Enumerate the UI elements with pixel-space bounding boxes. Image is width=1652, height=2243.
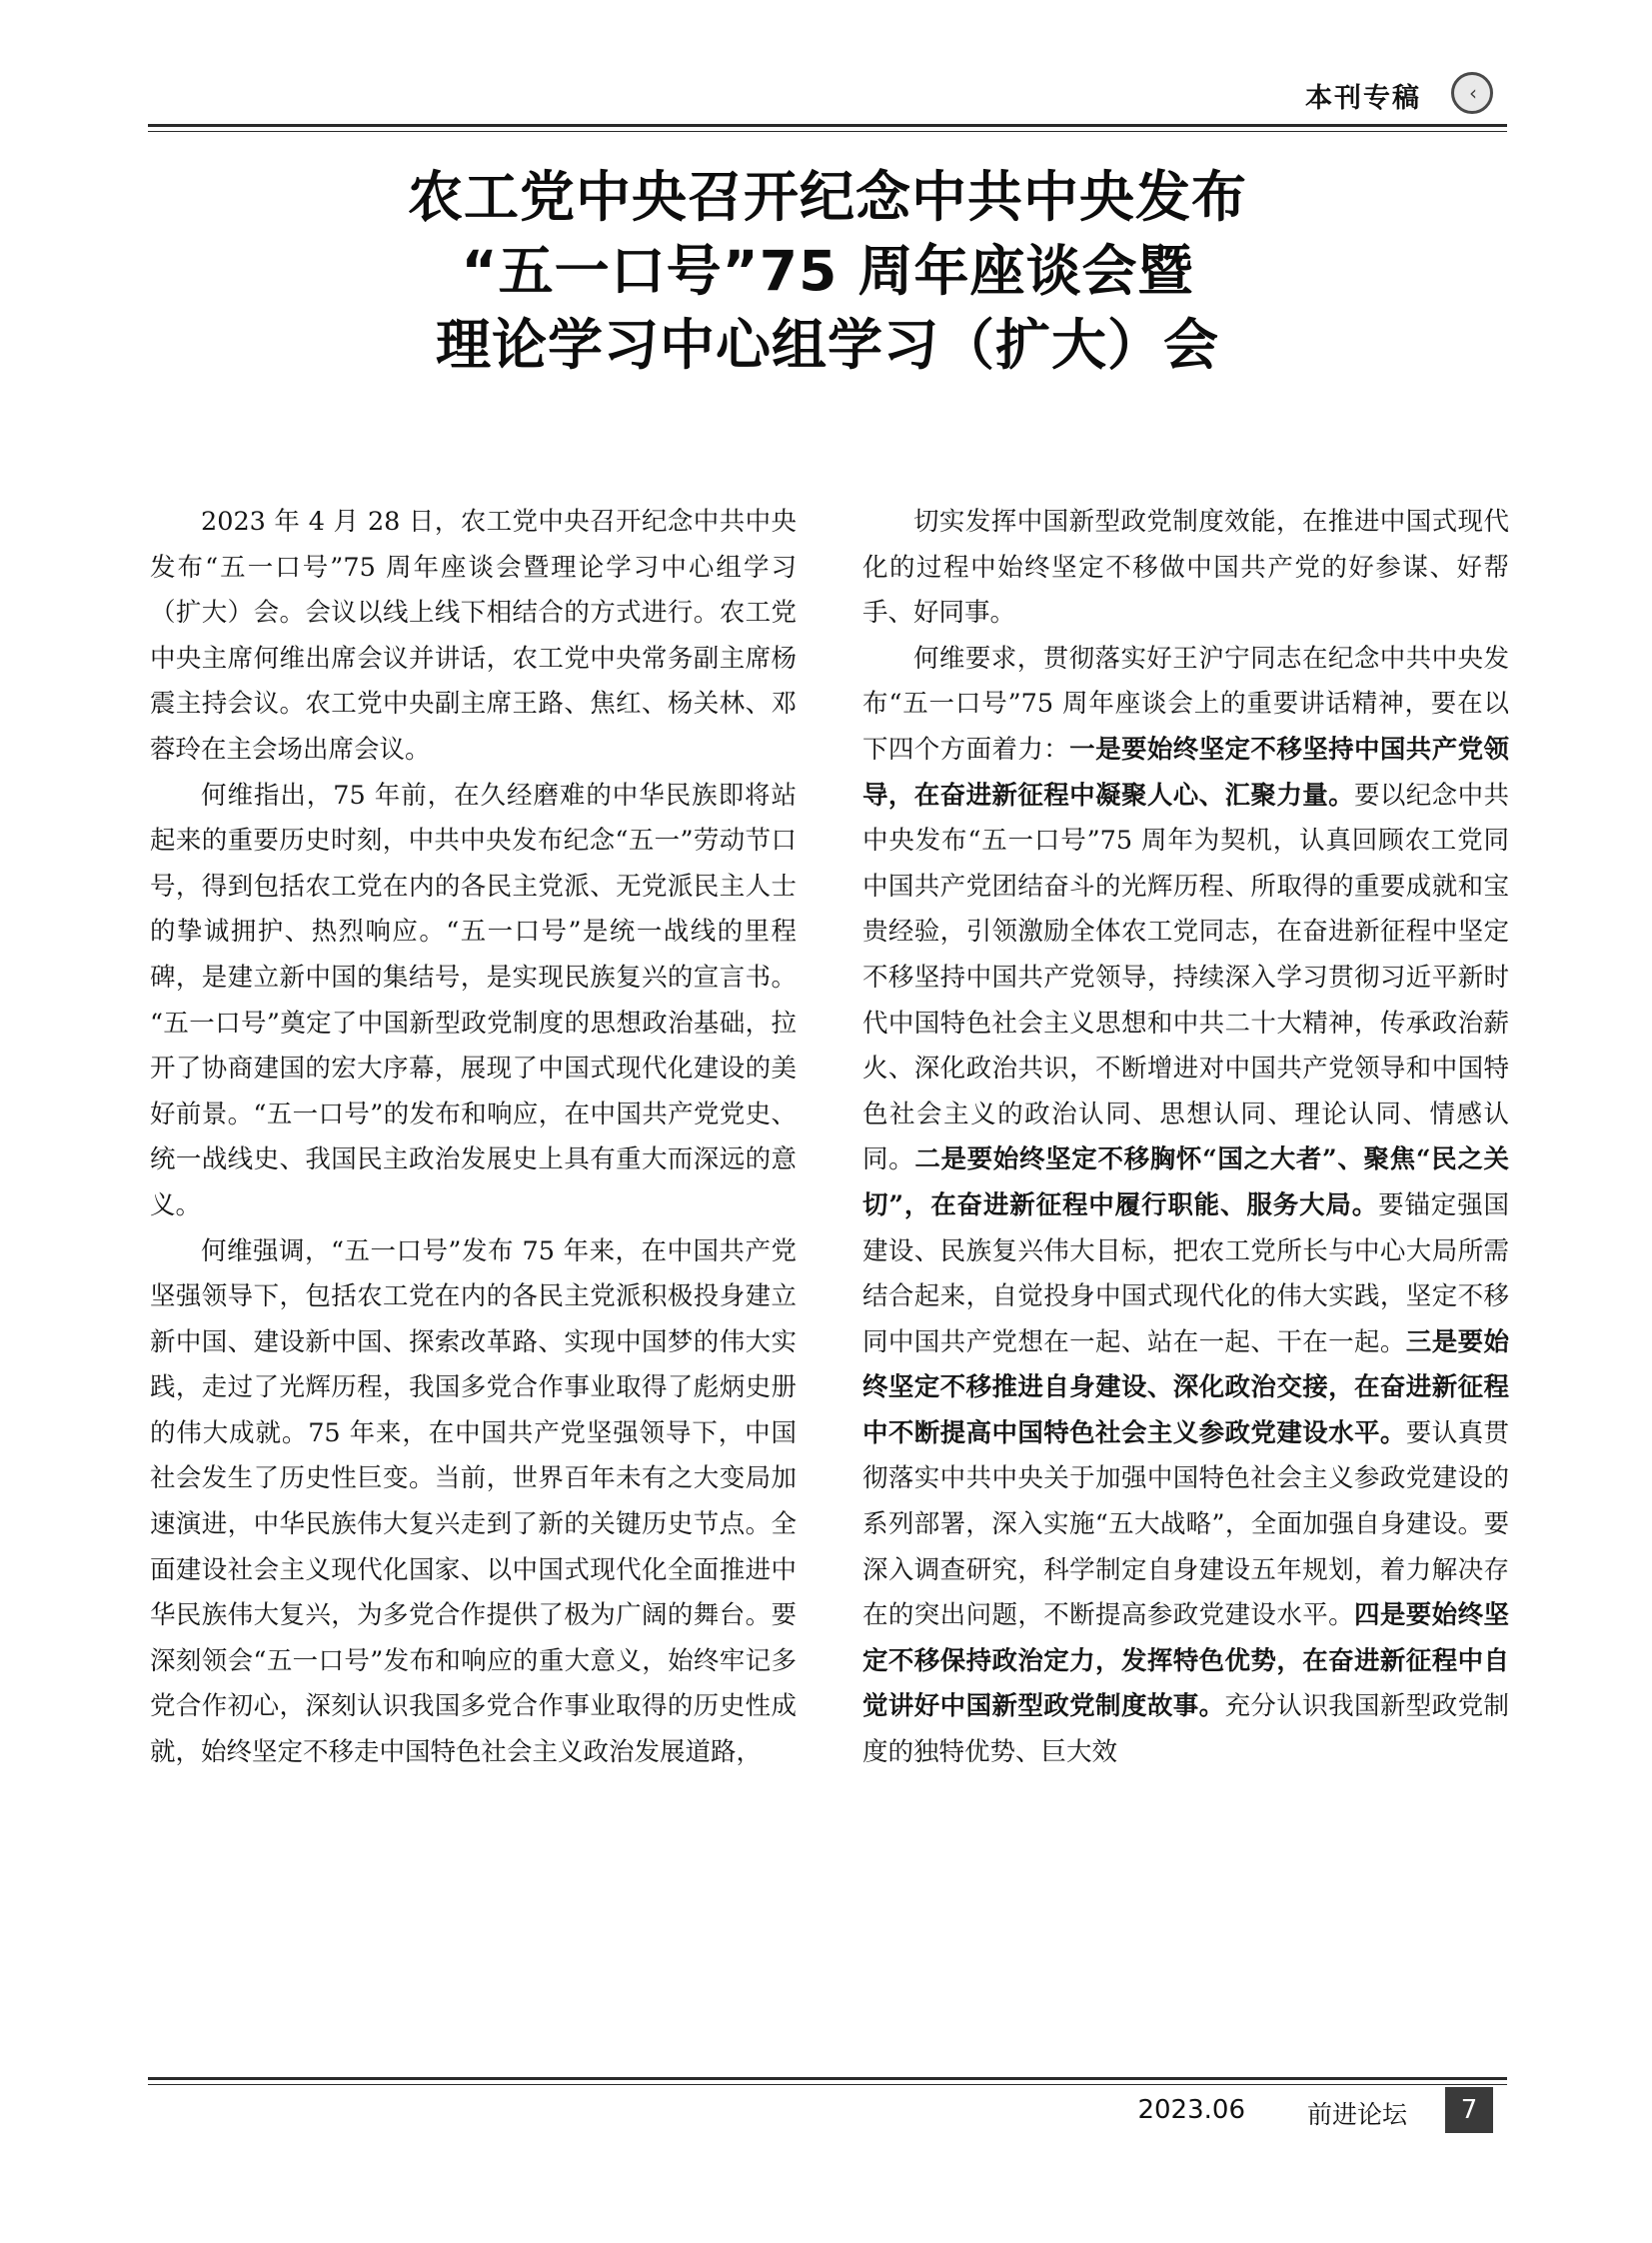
paragraph (862, 500, 1509, 637)
emphasis-run: 二是要始终坚定不移胸怀“国之大者”、聚焦“民之关切”，在奋进新征程中履行职能、服务大局。 (862, 1144, 1509, 1220)
paragraph: 何维指出，75 年前，在久经磨难的中华民族即将站起来的重要历史时刻，中共中央发布纪念“五一”劳动节口号，得到包括农工党在内的各民主党派、无党派民主人士的挚诚拥护、热烈响应。“五一口号”是统一战线的里程碑，是建立新中国的集结号，是实现民族复兴的宣言书。“五一口号”奠定了中国新型政党制度的思想政治基础，拉开了协商建国的宏大序幕，展现了中国式现代化建设的美好前景。“五一口号”的发布和响应，在中国共产党党史、统一战线史、我国民主政治发展史上具有重大而深远的意义。 (150, 780, 797, 1220)
page-footer (148, 2077, 1507, 2137)
footer-issue-date: 2023.06 (1137, 2095, 1245, 2125)
header-section-label: 本刊专稿 (1305, 83, 1421, 114)
text-run: 充分认识我国新型政党制度的独特优势、巨大效 (862, 1691, 1509, 1768)
article-column-right (862, 500, 1509, 2059)
article-body (150, 500, 1509, 2059)
header-rule-thin (148, 131, 1507, 132)
header-rule-thick (148, 124, 1507, 127)
emphasis-run: 三是要始终坚定不移推进自身建设、深化政治交接，在奋进新征程中不断提高中国特色社会主义参政党建设水平。 (862, 1326, 1509, 1448)
footer-rule-thin (148, 2084, 1507, 2085)
page-title (148, 160, 1507, 382)
article-column-left (150, 500, 797, 2059)
page-header (148, 76, 1507, 134)
text-run: 切实发挥中国新型政党制度效能，在推进中国式现代化的过程中始终坚定不移做中国共产党的好参谋、好帮手、好同事。 (862, 507, 1509, 629)
emphasis-run: 四是要始终坚定不移保持政治定力，发挥特色优势，在奋进新征程中自觉讲好中国新型政党制度故事。 (862, 1600, 1509, 1722)
text-run: 要锚定强国建设、民族复兴伟大目标，把农工党所长与中心大局所需结合起来，自觉投身中国式现代化的伟大实践，坚定不移同中国共产党想在一起、站在一起、干在一起。 (862, 1189, 1509, 1357)
footer-page-number: 7 (1445, 2087, 1493, 2133)
left-arrow-glyph: ‹ (1469, 81, 1477, 105)
text-run: 要以纪念中共中央发布“五一口号”75 周年为契机，认真回顾农工党同中国共产党团结奋斗的光辉历程、所取得的重要成就和宝贵经验，引领激励全体农工党同志，在奋进新征程中坚定不移坚持中国共产党领导，持续深入学习贯彻习近平新时代中国特色社会主义思想和中共二十大精神，传承政治薪火、深化政治共识，不断增进对中国共产党领导和中国特色社会主义的政治认同、思想认同、理论认同、情感认同。 (862, 780, 1509, 1175)
emphasis-run: 一是要始终坚定不移坚持中国共产党领导，在奋进新征程中凝聚人心、汇聚力量。 (862, 734, 1509, 811)
title-line-3: 理论学习中心组学习（扩大）会 (435, 313, 1219, 377)
paragraph (862, 637, 1509, 1776)
footer-journal-name: 前进论坛 (1306, 2100, 1407, 2129)
text-run: 何维要求，贯彻落实好王沪宁同志在纪念中共中央发布“五一口号”75 周年座谈会上的重要讲话精神，要在以下四个方面着力： (862, 643, 1509, 765)
paragraph: 2023 年 4 月 28 日，农工党中央召开纪念中共中央发布“五一口号”75 周年座谈会暨理论学习中心组学习（扩大）会。会议以线上线下相结合的方式进行。农工党中央主席何维出席会议并讲话，农工党中央常务副主席杨震主持会议。农工党中央副主席王路、焦红、杨关林、邓蓉玲在主会场出席会议。 (150, 507, 797, 765)
circle-left-arrow-icon[interactable] (1451, 72, 1493, 114)
text-run: 要认真贯彻落实中共中央关于加强中国特色社会主义参政党建设的系列部署，深入实施“五大战略”，全面加强自身建设。要深入调查研究，科学制定自身建设五年规划，着力解决存在的突出问题，不断提高参政党建设水平。 (862, 1417, 1509, 1631)
footer-rule-thick (148, 2077, 1507, 2080)
title-line-1: 农工党中央召开纪念中共中央发布 (407, 165, 1247, 229)
title-line-2: “五一口号”75 周年座谈会暨 (461, 239, 1194, 303)
paragraph: 何维强调，“五一口号”发布 75 年来，在中国共产党坚强领导下，包括农工党在内的各民主党派积极投身建立新中国、建设新中国、探索改革路、实现中国梦的伟大实践，走过了光辉历程，我国多党合作事业取得了彪炳史册的伟大成就。75 年来，在中国共产党坚强领导下，中国社会发生了历史性巨变。当前，世界百年未有之大变局加速演进，中华民族伟大复兴走到了新的关键历史节点。全面建设社会主义现代化国家、以中国式现代化全面推进中华民族伟大复兴，为多党合作提供了极为广阔的舞台。要深刻领会“五一口号”发布和响应的重大意义，始终牢记多党合作初心，深刻认识我国多党合作事业取得的历史性成就，始终坚定不移走中国特色社会主义政治发展道路， (150, 1235, 797, 1768)
